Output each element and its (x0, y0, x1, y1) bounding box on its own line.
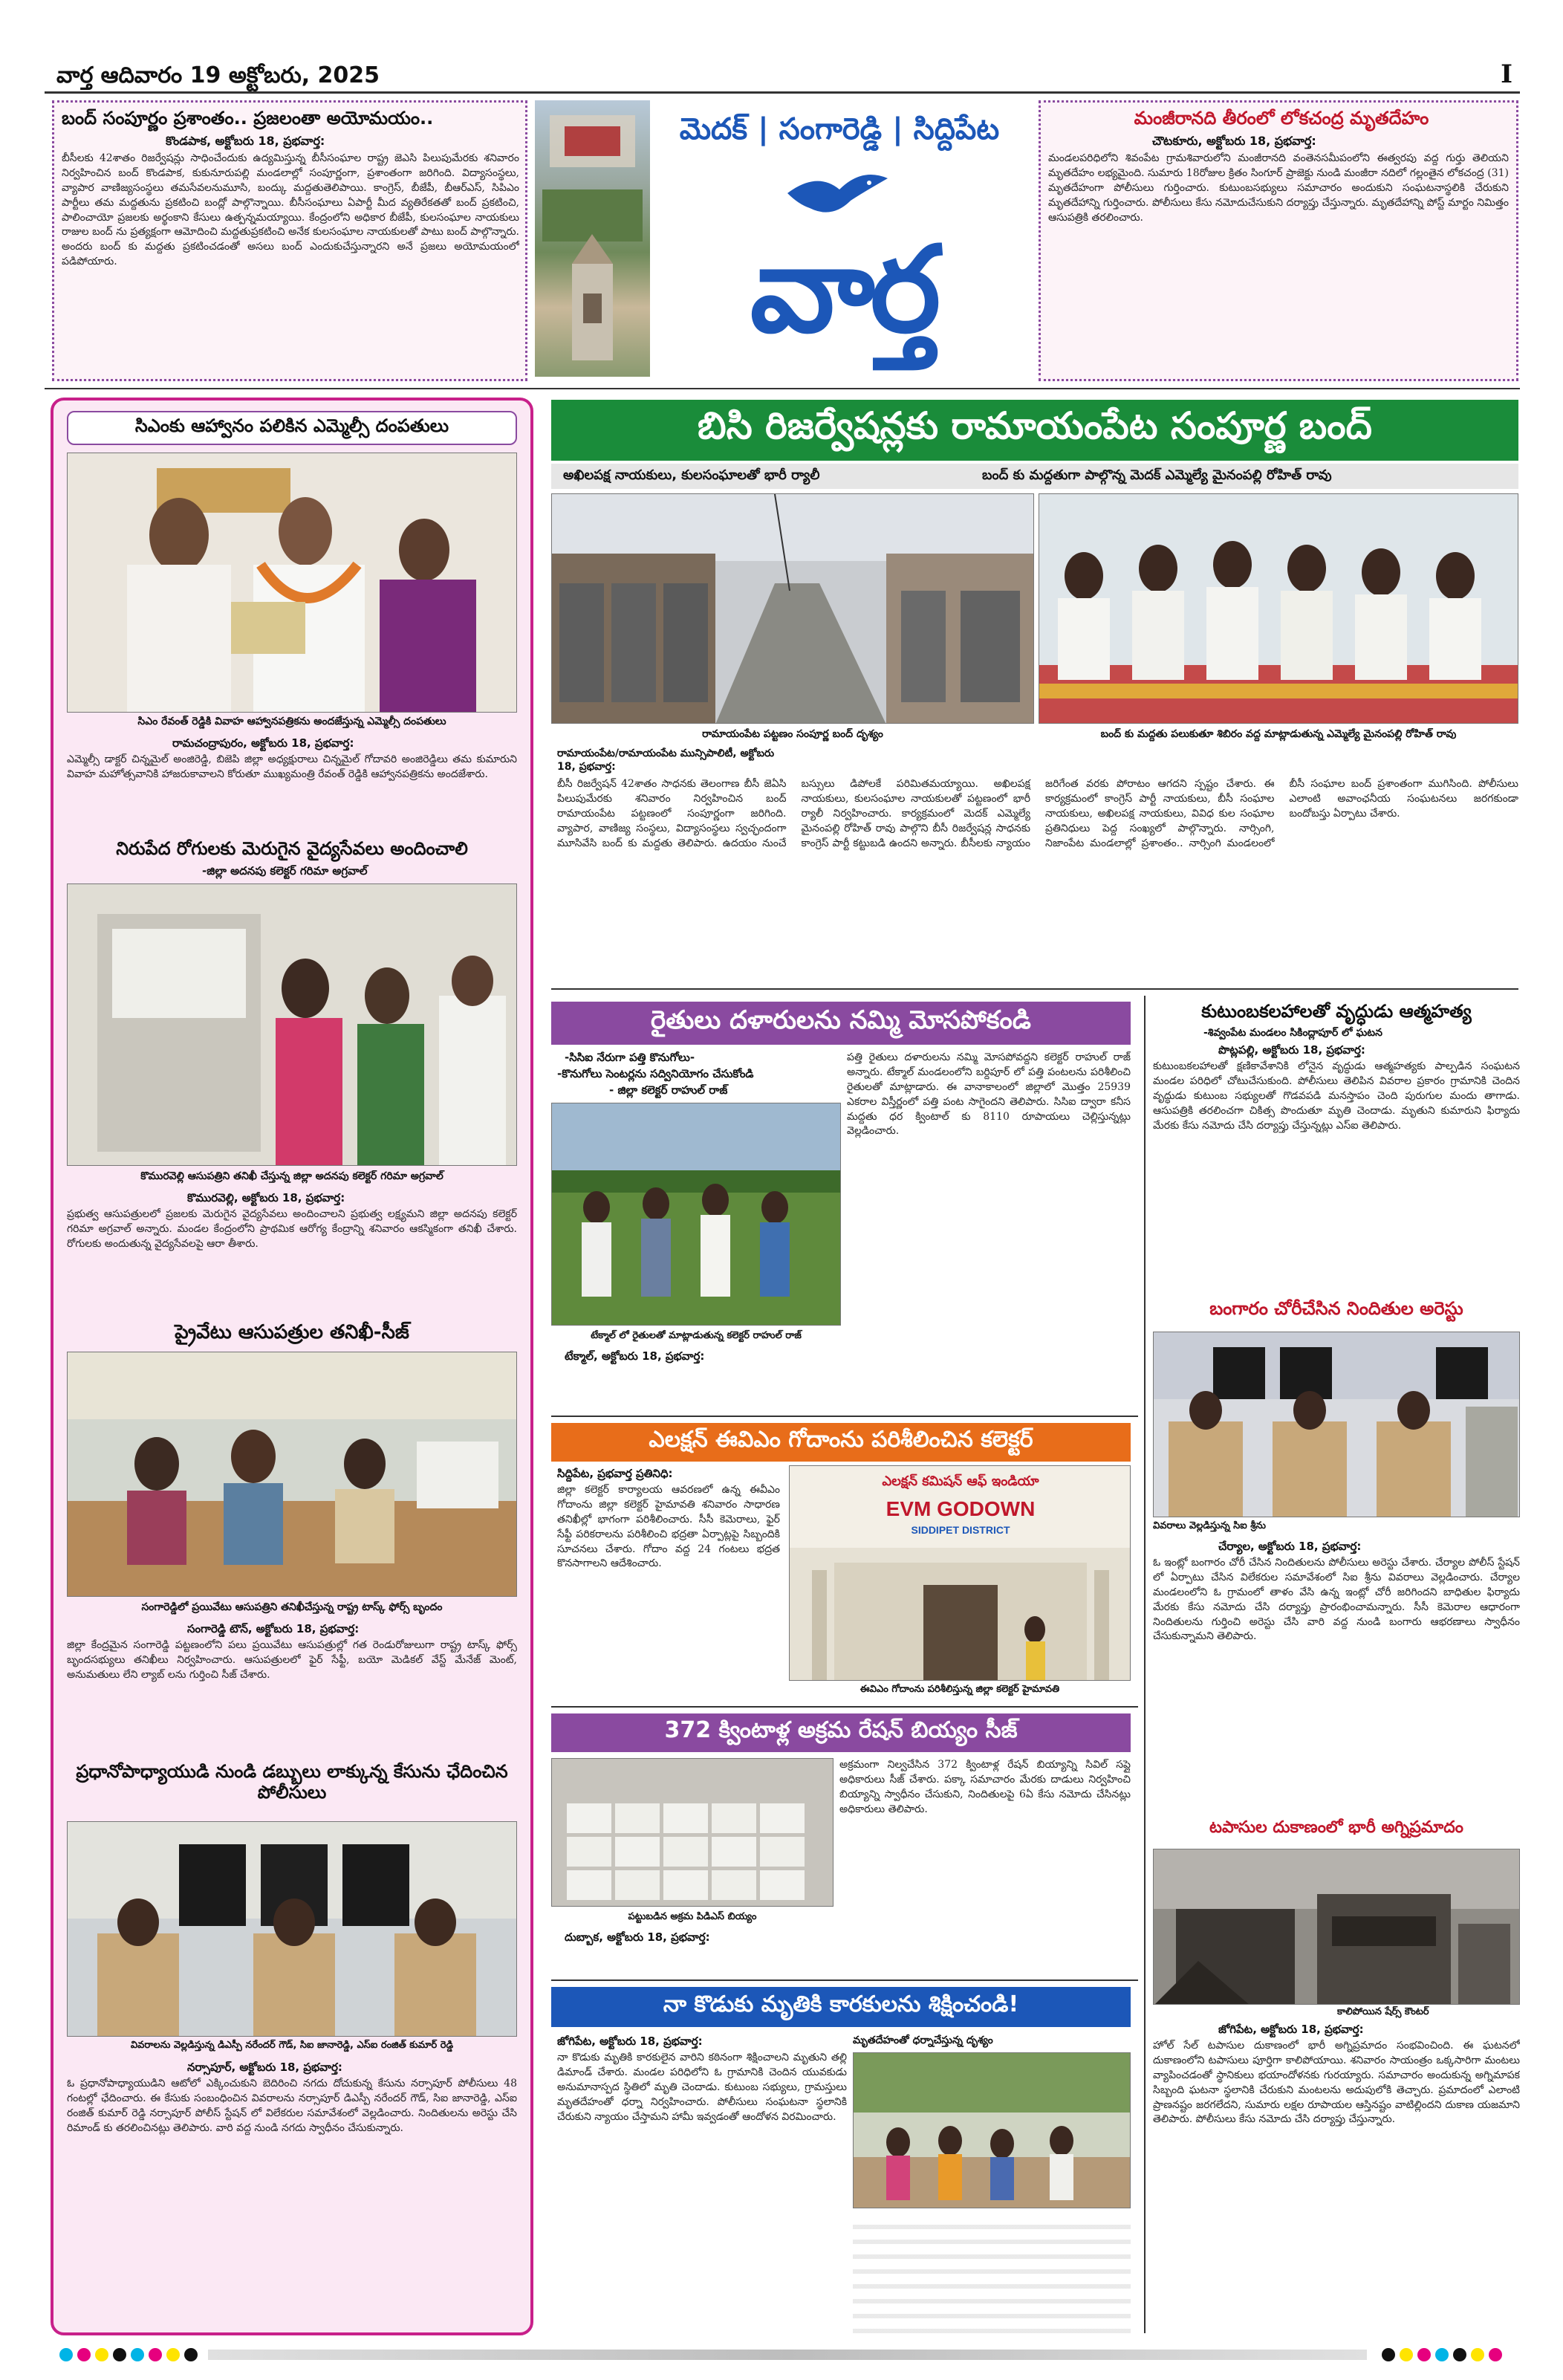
reg-dot-black-3 (1382, 2348, 1395, 2361)
main-lead-photo-2-art (1039, 494, 1518, 724)
masthead-collage-art (535, 100, 650, 377)
gold-caption: వివరాలు వెల్లడిస్తున్న సిఐ శ్రీను (1153, 1520, 1267, 1531)
main-lead-dateline: రామాయంపేట/రామాయంపేట మున్సిపాలిటీ, అక్టోబరు 18, ప్రభవార్త: (557, 748, 775, 774)
left-s3-body: జిల్లా కేంద్రమైన సంగారెడ్డి పట్టణంలోని పలు ప్రయివేటు ఆసుపత్రుల్లో గత రెండురోజులుగా రాష్ట్ర టాస్క్ ఫోర్స్ బృందసభ్యులు తనిఖీలు నిర్వహించారు. ఆసుపత్రులలో ఫైర్ సేఫ్టీ, బయో మెడికల్ వేస్ట్ మేనేజ్ మెంట్, అనుమతులు లేని ల్యాబ్ లను గుర్తించి సీజ్ చేశారు. (67, 1639, 517, 1681)
top-right-headline: మంజీరానది తీరంలో లోకచంద్ర మృతదేహం (1134, 108, 1429, 129)
masthead-collage (535, 100, 650, 377)
left-s4-dateline: నర్సాపూర్, అక్టోబరు 18, ప్రభవార్త: (187, 2060, 342, 2074)
gold-headline-box (1153, 1294, 1520, 1327)
farm-dateline: టేక్మాల్, అక్టోబరు 18, ప్రభవార్త: (565, 1349, 705, 1363)
left-s2-headline: నిరుపేద రోగులకు మెరుగైన వైద్యసేవలు అందించాలి (116, 838, 468, 859)
evm-sign-sub: SIDDIPET DISTRICT (911, 1524, 1010, 1536)
fire-body: హోల్ సేల్ టపాసుల దుకాణంలో భారీ అగ్నిప్రమాదం సంభవించింది. ఈ ఘటనలో దుకాణంలోని టపాసులు పూర్తిగా కాలిపోయాయి. శనివారం సాయంత్రం ఒక్కసారిగా మంటలు వ్యాపించడంతో స్థానికులు భయాందోళనకు గురయ్యారు. సమాచారం అందుకున్న అగ్నిమాపక సిబ్బంది ఘటనా స్థలానికి చేరుకుని మంటలను అదుపులోకి తెచ్చారు. ప్రమాదంలో ఎలాంటి ప్రాణనష్టం జరగలేదని, సుమారు లక్షల రూపాయల ఆస్తినష్టం వాటిల్లిందని దుకాణ యజమాని తెలిపారు. పోలీసులు కేసు నమోదు చేసి దర్యాప్తు చేస్తున్నారు. (1153, 2040, 1520, 2126)
left-s3-photo (67, 1352, 517, 1597)
farm-caption: టేక్మాల్ లో రైతులతో మాట్లాడుతున్న కలెక్టర్ రాహుల్ రాజ్ (591, 1330, 802, 1341)
rice-photo (551, 1758, 834, 1907)
evm-headline: ఎలక్షన్ ఈవిఎం గోదాంను పరిశీలించిన కలెక్టర్ (649, 1427, 1033, 1453)
reg-dot-black (113, 2348, 126, 2361)
old-man-headline: కుటుంబకలహాలతో వృద్ధుడు ఆత్మహత్య (1201, 1001, 1472, 1022)
farm-photo-art (552, 1103, 841, 1326)
reg-dot-cyan-3 (1435, 2348, 1449, 2361)
left-s4-caption: వివరాలను వెల్లడిస్తున్న డిఎస్పీ నరేందర్ గౌడ్, సిఐ జానారెడ్డి, ఎస్ఐ రంజిత్ కుమార్ రెడ్డి (130, 2040, 454, 2051)
rice-headline-bar (551, 1713, 1131, 1752)
son-headline-bar (551, 1987, 1131, 2027)
left-s4-photo-art (68, 1822, 517, 2037)
evm-rule (551, 1706, 1138, 1708)
rice-dateline: దుబ్బాక, అక్టోబరు 18, ప్రభవార్త: (565, 1930, 710, 1944)
main-lead-headline: బిసి రిజర్వేషన్లకు రామాయంపేట సంపూర్ణ బంద్ (698, 403, 1372, 447)
left-s4-body: ఓ ప్రధానోపాధ్యాయుడిని ఆటోలో ఎక్కించుకుని బెదిరించి నగదు దోచుకున్న కేసును నర్సాపూర్ పోలీసులు 48 గంటల్లో ఛేదించారు. ఈ కేసుకు సంబంధించిన వివరాలను నర్సాపూర్ డిఎస్పీ నరేందర్ గౌడ్, సిఐ జానారెడ్డి, ఎస్ఐ రంజిత్ కుమార్ రెడ్డి నర్సాపూర్ పోలీస్ స్టేషన్ లో విలేకరుల సమావేశంలో వెల్లడించారు. నిందితులను అరెస్టు చేసి రిమాండ్ కు తరలించినట్లు తెలిపారు. వారి వద్ద నుండి నగదు స్వాధీనం చేసుకున్నారు. (67, 2078, 517, 2134)
top-section-rule (45, 388, 1520, 389)
center-right-divider (1144, 996, 1146, 2333)
main-lead-photo-2 (1039, 493, 1518, 724)
old-man-body: కుటుంబకలహాలతో క్షణికావేశానికి లోనైన వృద్ధుడు ఆత్మహత్యకు పాల్పడిన సంఘటన మండల పరిధిలో చోటుచేసుకుంది. పోలీసులు తెలిపిన వివరాల ప్రకారం గ్రామానికి చెందిన వృద్ధుడు కుటుంబ సభ్యులతో గొడవపడి మనస్తాపం చెంది పురుగుల మందు తాగాడు. ఆసుపత్రికి తరలించగా చికిత్స పొందుతూ మృతి చెందాడు. మృతుని కుమారుని ఫిర్యాదు మేరకు కేసు నమోదు చేసి దర్యాప్తు చేస్తున్నట్లు ఎస్ఐ తెలిపారు. (1153, 1060, 1520, 1132)
rice-body: అక్రమంగా నిల్వచేసిన 372 క్వింటాళ్ల రేషన్ బియ్యాన్ని సివిల్ సప్లై అధికారులు సీజ్ చేశారు. పక్కా సమాచారం మేరకు దాడులు నిర్వహించి బియ్యాన్ని స్వాధీనం చేసుకుని, నిందితులపై 6ఏ కేసు నమోదు చేసినట్లు అధికారులు తెలిపారు. (839, 1759, 1131, 1815)
main-lead-body: బీసీ రిజర్వేషన్ 42శాతం సాధనకు తెలంగాణ బీసీ జెఏసి పిలుపుమేరకు శనివారం నిర్వహించిన బంద్ రామాయంపేట పట్టణంలో సంపూర్ణంగా జరిగింది. వ్యాపార, వాణిజ్య సంస్థలు, విద్యాసంస్థలు స్వచ్ఛందంగా మూసివేసి బంద్ కు మద్దతు తెలిపారు. ఉదయం నుంచే బస్సులు డిపోలకే పరిమితమయ్యాయి. అఖిలపక్ష నాయకులు, కులసంఘాల నాయకులతో పట్టణంలో భారీ ర్యాలీ నిర్వహించారు. కార్యక్రమంలో మెదక్ ఎమ్మెల్యే మైనంపల్లి రోహిత్ రావు పాల్గొని బీసీ రిజర్వేషన్ల సాధనకు కాంగ్రెస్ పార్టీ కట్టుబడి ఉందని అన్నారు. బీసీలకు న్యాయం జరిగేంత వరకు పోరాటం ఆగదని స్పష్టం చేశారు. ఈ కార్యక్రమంలో కాంగ్రెస్ పార్టీ నాయకులు, బీసీ సంఘాల నాయకులు, అఖిలపక్ష నాయకులు, వివిధ కుల సంఘాల ప్రతినిధులు పెద్ద సంఖ్యలో పాల్గొన్నారు. నార్సింగి, నిజాంపేట మండలాల్లో ప్రశాంతం.. నార్సింగి మండలంలో బీసీ సంఘాల బంద్ ప్రశాంతంగా ముగిసింది. పోలీసులు ఎలాంటి అవాంఛనీయ సంఘటనలు జరగకుండా బందోబస్తు ఏర్పాటు చేశారు. (557, 778, 1518, 849)
reg-dot-black-4 (1453, 2348, 1466, 2361)
left-s3-dateline: సంగారెడ్డి టౌన్, అక్టోబరు 18, ప్రభవార్త: (187, 1622, 360, 1635)
left-s4-headline: ప్రధానోపాధ్యాయుడి నుండి డబ్బులు లాక్కున్న కేసును ఛేదించిన పోలీసులు (76, 1761, 508, 1803)
top-left-headline: బంద్ సంపూర్ణం ప్రశాంతం.. ప్రజలంతా అయోమయం.. (62, 108, 434, 129)
left-s3-caption: సంగారెడ్డిలో ప్రయివేటు ఆసుపత్రిని తనిఖీచేస్తున్న రాష్ట్ర టాస్క్ ఫోర్స్ బృందం (141, 1601, 443, 1613)
reg-dot-yellow (95, 2348, 108, 2361)
farm-byline: - జిల్లా కలెక్టర్ రాహుల్ రాజ్ (609, 1083, 728, 1097)
gold-body: ఓ ఇంట్లో బంగారం చోరీ చేసిన నిందితులను పోలీసులు అరెస్టు చేశారు. చేర్యాల పోలీస్ స్టేషన్ లో ఏర్పాటు చేసిన విలేకరుల సమావేశంలో సిఐ శ్రీను వివరాలు వెల్లడించారు. చేర్యాల మండలంలోని ఓ గ్రామంలో తాళం వేసి ఉన్న ఇంట్లో చోరీ జరిగిందని బాధితుల ఫిర్యాదు మేరకు కేసు నమోదు చేసి దర్యాప్తు ప్రారంభించామన్నారు. సీసీ కెమెరాల ఆధారంగా నిందితులను గుర్తించి అరెస్టు చేసి వారి వద్ద నుండి బంగారు ఆభరణాలు స్వాధీనం చేసుకున్నామని తెలిపారు. (1153, 1557, 1520, 1643)
left-s2-dateline: కొమురవెల్లి, అక్టోబరు 18, ప్రభవార్త: (187, 1191, 345, 1204)
fire-headline: టపాసుల దుకాణంలో భారీ అగ్నిప్రమాదం (1209, 1818, 1463, 1837)
main-lead-headline-bar (551, 400, 1518, 461)
reg-dot-yellow-3 (1400, 2348, 1413, 2361)
evm-headline-bar (551, 1423, 1131, 1462)
masthead-brand: వార్త (750, 220, 937, 359)
gold-photo (1153, 1332, 1520, 1517)
left-column (51, 398, 533, 2335)
main-lead-sub2: బంద్ కు మద్దతుగా పాల్గొన్న మెదక్ ఎమ్మెల్యే మైనంపల్లి రోహిత్ రావు (982, 467, 1332, 483)
reg-dot-magenta-3 (1417, 2348, 1431, 2361)
old-man-byline: -శివ్వంపేట మండలం సికింద్లాపూర్ లో ఘటన (1203, 1027, 1382, 1039)
main-lead-sub1: అఖిలపక్ష నాయకులు, కులసంఘాలతో భారీ ర్యాలీ (563, 467, 820, 483)
son-headline: నా కొడుకు మృతికి కారకులను శిక్షించండి! (663, 1991, 1019, 2017)
son-photo-art (854, 2053, 1131, 2208)
left-s1-dateline: రామచంద్రాపురం, అక్టోబరు 18, ప్రభవార్త: (172, 736, 354, 750)
fire-photo (1153, 1849, 1520, 2005)
left-s1-photo-art (68, 453, 517, 713)
header-rule (45, 91, 1520, 94)
masthead-districts: మెదక్ | సంగారెడ్డి | సిద్దిపేట (679, 112, 1000, 146)
main-lead-rule (551, 988, 1518, 990)
farm-rule (551, 1416, 1138, 1417)
gold-photo-art (1154, 1332, 1520, 1517)
evm-sign-top: ఎలక్షన్ కమిషన్ ఆఫ్ ఇండియా (882, 1473, 1039, 1489)
left-s2-photo-art (68, 884, 517, 1166)
reg-dot-yellow-4 (1471, 2348, 1484, 2361)
farm-headline-bar (551, 1002, 1131, 1045)
son-body-tail (853, 2214, 1131, 2333)
main-lead-sub-bar (551, 464, 1518, 489)
left-s1-headline-bar (67, 411, 517, 445)
old-man-dateline: పొట్లపల్లి, అక్టోబరు 18, ప్రభవార్త: (1218, 1043, 1365, 1057)
main-lead-photo-1 (551, 493, 1034, 724)
reg-dot-yellow-2 (166, 2348, 180, 2361)
rice-headline: 372 క్వింటాళ్ల అక్రమ రేషన్ బియ్యం సీజ్ (664, 1717, 1018, 1743)
son-body: నా కొడుకు మృతికి కారకులైన వారిని కఠినంగా శిక్షించాలని మృతుని తల్లి డిమాండ్ చేశారు. మండల పరిధిలోని ఓ గ్రామానికి చెందిన యువకుడు అనుమానాస్పద స్థితిలో మృతి చెందాడు. కుటుంబ సభ్యులు, గ్రామస్తులు మృతదేహంతో ధర్నా నిర్వహించారు. పోలీసులు సంఘటనా స్థలానికి చేరుకుని న్యాయం చేస్తామని హామీ ఇవ్వడంతో ఆందోళన విరమించారు. (557, 2052, 847, 2123)
farm-sub1: -సిసిఐ నేరుగా పత్తి కొనుగోలు- (565, 1051, 695, 1064)
reg-dot-magenta-4 (1489, 2348, 1502, 2361)
left-s1-photo (67, 453, 517, 713)
main-lead-photo-1-art (552, 494, 1034, 724)
gold-dateline: చేర్యాల, అక్టోబరు 18, ప్రభవార్త: (1218, 1540, 1362, 1553)
date-line: వార్త ఆదివారం 19 అక్టోబరు, 2025 (56, 62, 380, 88)
reg-dot-cyan-2 (131, 2348, 144, 2361)
fire-photo-art (1154, 1849, 1520, 2005)
evm-photo (789, 1465, 1131, 1681)
top-left-body: బీసీలకు 42శాతం రిజర్వేషన్లు సాధించేందుకు ఉద్యమిస్తున్న బీసీసంఘాల రాష్ట్ర జెఎసి పిలుపుమేరకు శనివారం నిర్వహించిన బంద్ కొండపాక, కుకునూరుపల్లి మండలాల్లో సంపూర్ణంగా, ప్రశాంతంగా జరిగింది. విద్యాసంస్థలు, వ్యాపార వాణిజ్యసంస్థలు తమసేవలనుమూసి, బంద్కు మద్దతుతెలిపాయి. కాంగ్రెస్, బీజేపీ, బీఆర్ఎస్, సిపిఎం పార్టీలు తమ మద్దతును ప్రకటించి బంద్లో పాల్గొన్నాయి. బీసీసంఘాలు ఏపార్టీ మీద వ్యతిరేకతతో బంద్ ప్రకటించి, పాలించాయో ప్రజలకు అర్థంకాని కేసులు ఉత్పన్నమయ్యాయి. కేంద్రంలోని అధికార బీజేపీ, కులసంఘాల నాయకులు రాజుల బంద్ ను ప్రత్యక్షంగా ఆమోదించి మద్దతుప్రకటించి అనేక కులసంఘాల నాయకులతో పాటు బంద్ పాల్గొన్నారు. అందరు బంద్ కు మద్దతు ప్రకటించడంతో అసలు బంద్ ఎందుకుచేస్తున్నారని అనే ప్రజలు అయోమయంలో పడిపోయారు. (62, 152, 519, 268)
evm-sign-main: EVM GODOWN (886, 1497, 1036, 1520)
registration-bar (208, 2350, 1367, 2360)
rice-rule (551, 1979, 1138, 1981)
top-left-box (52, 100, 527, 381)
gold-headline: బంగారం చోరీచేసిన నిందితుల అరెస్టు (1209, 1298, 1463, 1319)
left-s2-body: ప్రభుత్వ ఆసుపత్రులలో ప్రజలకు మెరుగైన వైద్యసేవలు అందించాలని ప్రభుత్వ లక్ష్యమని జిల్లా అదనపు కలెక్టర్ గరిమా అగ్రవాల్ అన్నారు. మండల కేంద్రంలోని ప్రాథమిక ఆరోగ్య కేంద్రాన్ని శనివారం ఆకస్మికంగా తనిఖీ చేశారు. రోగులకు అందుతున్న వైద్యసేవలపై ఆరా తీశారు. (67, 1208, 517, 1250)
rice-photo-art (552, 1759, 834, 1907)
son-dateline: జోగిపేట, అక్టోబరు 18, ప్రభవార్త: (557, 2034, 703, 2048)
main-lead-caption-2: బంద్ కు మద్దతు పలుకుతూ శిబిరం వద్ద మాట్లాడుతున్న ఎమ్మెల్యే మైనంపల్లి రోహిత్ రావు (1100, 728, 1457, 740)
rice-caption: పట్టుబడిన అక్రమ పిడిఎస్ బియ్యం (628, 1911, 757, 1922)
page-number: I (1501, 59, 1512, 89)
masthead (535, 100, 1025, 383)
left-s4-photo (67, 1821, 517, 2037)
farm-photo (551, 1103, 841, 1326)
reg-dot-magenta-2 (149, 2348, 162, 2361)
top-right-body: మండలపరిధిలోని శివంపేట గ్రామశివారులోని మంజీరానది వంతెనసమీపంలోని ఈత్వరపు వద్ద గుర్తు తెలియని మృతదేహం లభ్యమైంది. సుమారు 18రోజుల క్రితం సింగూర్ ప్రాజెక్టు నుండి మంజీరా నదిలో గల్లంతైన లోకచంద్ర (31) మృతదేహంగా పోలీసులు గుర్తించారు. కుటుంబసభ్యులు సమాచారం అందుకుని సంఘటనాస్థలికి చేరుకుని మృతదేహాన్ని గుర్తించారు. పోలీసులు కేసు నమోదుచేసుకుని దర్యాప్తు చేస్తున్నారు. మృతదేహాన్ని పోస్ట్ మార్టం నిమిత్తం ఆసుపత్రికి తరలించారు. (1048, 152, 1509, 224)
farm-body: పత్తి రైతులు దళారులను నమ్మి మోసపోవద్దని కలెక్టర్ రాహుల్ రాజ్ అన్నారు. టేక్మాల్ మండలంలోని బర్దిపూర్ లో పత్తి పంటలను పరిశీలించి రైతులతో మాట్లాడారు. ఈ వానాకాలంలో జిల్లాలో మొత్తం 25939 ఎకరాల విస్తీర్ణంలో పత్తి పంట సాగైందని తెలిపారు. సిసిఐ ద్వారా కనీస మద్దతు ధర క్వింటాల్ కు 8110 రూపాయలు చెల్లిస్తున్నట్లు వెల్లడించారు. (847, 1051, 1131, 1138)
left-s1-headline: సిఎంకు ఆహ్వానం పలికిన ఎమ్మెల్సీ దంపతులు (134, 415, 449, 436)
reg-dot-cyan (59, 2348, 73, 2361)
son-photo (853, 2052, 1131, 2208)
farm-sub2: -కొనుగోలు సెంటర్లను సద్వినియోగం చేసుకోండి (557, 1067, 754, 1080)
left-s3-headline: ప్రైవేటు ఆసుపత్రుల తనిఖీ-సీజ్ (175, 1321, 409, 1343)
header-bar (36, 56, 1527, 91)
fire-headline-bar (1153, 1815, 1520, 1844)
evm-caption: ఈవిఎం గోదాంను పరిశీలిస్తున్న జిల్లా కలెక్టర్ హైమావతి (860, 1684, 1060, 1695)
top-right-dateline: చౌటకూరు, అక్టోబరు 18, ప్రభవార్త: (1152, 134, 1316, 148)
fire-caption: కాలిపోయిన షేర్స్ కౌంటర్ (1337, 2006, 1429, 2017)
evm-body: జిల్లా కలెక్టర్ కార్యాలయ ఆవరణలో ఉన్న ఈవీఎం గోదాంను జిల్లా కలెక్టర్ హైమావతి శనివారం సాధారణ తనిఖీల్లో భాగంగా పరిశీలించారు. సీసీ కెమెరాలు, ఫైర్ సేఫ్టీ పరికరాలను పరిశీలించి భద్రతా ఏర్పాట్లపై సిబ్బందికి సూచనలు చేశారు. గోదాం వద్ద 24 గంటలు భద్రత కొనసాగాలని ఆదేశించారు. (557, 1484, 780, 1570)
top-right-box (1039, 100, 1518, 381)
left-s1-body: ఎమ్మెల్సీ డాక్టర్ చిన్నమైల్ అంజిరెడ్డి, బిజెపి జిల్లా అధ్యక్షురాలు చిన్నమైల్ గోదావరి అంజిరెడ్డిలు తమ కుమారుని వివాహ మహోత్సవానికి హాజరుకావాలని కోరుతూ ముఖ్యమంత్రి రేవంత్ రెడ్డికి ఆహ్వానపత్రికను అందజేశారు. (67, 753, 517, 780)
main-lead-caption-1: రామాయంపేట పట్టణం సంపూర్ణ బంద్ దృశ్యం (702, 728, 883, 740)
reg-dot-black-2 (184, 2348, 198, 2361)
fire-dateline: జోగిపేట, అక్టోబరు 18, ప్రభవార్త: (1218, 2023, 1364, 2036)
left-s2-caption: కొమురవెల్లి ఆసుపత్రిని తనిఖీ చేస్తున్న జిల్లా అదనపు కలెక్టర్ గరిమా అగ్రవాల్ (140, 1170, 443, 1182)
evm-dateline: సిద్దిపేట, ప్రభవార్త ప్రతినిధి: (557, 1467, 673, 1480)
reg-dot-magenta (77, 2348, 91, 2361)
top-left-dateline: కొండపాక, అక్టోబరు 18, ప్రభవార్త: (166, 134, 325, 148)
son-caption: మృతదేహంతో ధర్నాచేస్తున్న దృశ్యం (853, 2034, 993, 2046)
farm-headline: రైతులు దళారులను నమ్మి మోసపోకండి (651, 1005, 1031, 1035)
left-s1-caption: సిఎం రేవంత్ రెడ్డికి వివాహ ఆహ్వానపత్రికను అందజేస్తున్న ఎమ్మెల్సీ దంపతులు (137, 716, 446, 727)
left-s3-photo-art (68, 1352, 517, 1597)
left-s2-photo (67, 883, 517, 1166)
left-s2-byline: -జిల్లా అదనపు కలెక్టర్ గరిమా అగ్రవాల్ (202, 864, 368, 878)
